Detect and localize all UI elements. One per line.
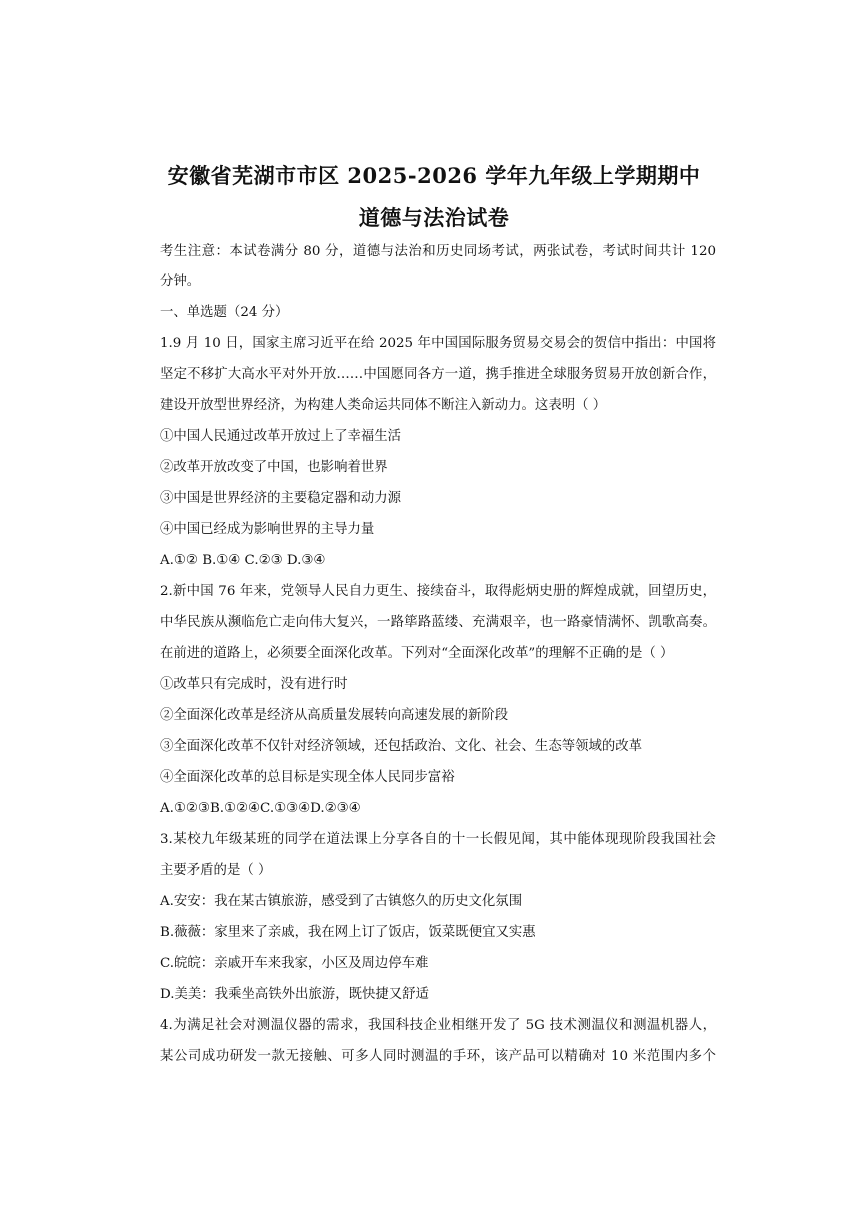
question-stem: 在前进的道路上，必须要全面深化改革。下列对“全面深化改革”的理解不正确的是（ ）: [160, 646, 674, 661]
answer-choices: A.①② B.①④ C.②③ D.③④: [160, 553, 326, 568]
question-stem: 主要矛盾的是（ ）: [160, 863, 272, 878]
question-stem: 2.新中国 76 年来，党领导人民自力更生、接续奋斗，取得彪炳史册的辉煌成就，回望历史，: [160, 584, 716, 599]
statement-option: ②改革开放改变了中国，也影响着世界: [160, 460, 388, 475]
notice-line: 考生注意：本试卷满分 80 分，道德与法治和历史同场考试，两张试卷，考试时间共计 120: [160, 244, 716, 259]
answer-choices: A.①②③B.①②④C.①③④D.②③④: [160, 801, 361, 816]
exam-title: 安徽省芜湖市市区 2025-2026 学年九年级上学期期中: [167, 163, 701, 188]
question-stem: 建设开放型世界经济，为构建人类命运共同体不断注入新动力。这表明（ ）: [160, 398, 607, 413]
question-stem: 坚定不移扩大高水平对外开放……中国愿同各方一道，携手推进全球服务贸易开放创新合作，: [160, 367, 716, 382]
question-stem: 中华民族从濒临危亡走向伟大复兴，一路筚路蓝缕、充满艰辛，也一路豪情满怀、凯歌高奏。: [160, 615, 716, 630]
answer-option-b: B.薇薇：家里来了亲戚，我在网上订了饭店，饭菜既便宜又实惠: [160, 925, 536, 940]
answer-option-d: D.美美：我乘坐高铁外出旅游，既快捷又舒适: [160, 987, 429, 1002]
statement-option: ②全面深化改革是经济从高质量发展转向高速发展的新阶段: [160, 708, 509, 723]
question-stem: 1.9 月 10 日，国家主席习近平在给 2025 年中国国际服务贸易交易会的贺信中指出：中国将: [160, 336, 716, 351]
answer-option-c: C.皖皖：亲戚开车来我家，小区及周边停车难: [160, 956, 429, 971]
question-stem: 3.某校九年级某班的同学在道法课上分享各自的十一长假见闻，其中能体现现阶段我国社会: [160, 832, 716, 847]
statement-option: ③中国是世界经济的主要稳定器和动力源: [160, 491, 402, 506]
statement-option: ①中国人民通过改革开放过上了幸福生活: [160, 429, 402, 444]
question-stem: 某公司成功研发一款无接触、可多人同时测温的手环，该产品可以精确对 10 米范围内多个: [160, 1049, 716, 1064]
statement-option: ③全面深化改革不仅针对经济领域，还包括政治、文化、社会、生态等领域的改革: [160, 739, 643, 754]
statement-option: ①改革只有完成时，没有进行时: [160, 677, 348, 692]
statement-option: ④全面深化改革的总目标是实现全体人民同步富裕: [160, 770, 455, 785]
question-stem: 4.为满足社会对测温仪器的需求，我国科技企业相继开发了 5G 技术测温仪和测温机器人，: [160, 1018, 716, 1033]
section-heading: 一、单选题（24 分）: [160, 305, 289, 320]
exam-subject-title: 道德与法治试卷: [358, 205, 510, 230]
answer-option-a: A.安安：我在某古镇旅游，感受到了古镇悠久的历史文化氛围: [160, 894, 523, 909]
statement-option: ④中国已经成为影响世界的主导力量: [160, 522, 375, 537]
notice-line: 分钟。: [160, 274, 201, 289]
